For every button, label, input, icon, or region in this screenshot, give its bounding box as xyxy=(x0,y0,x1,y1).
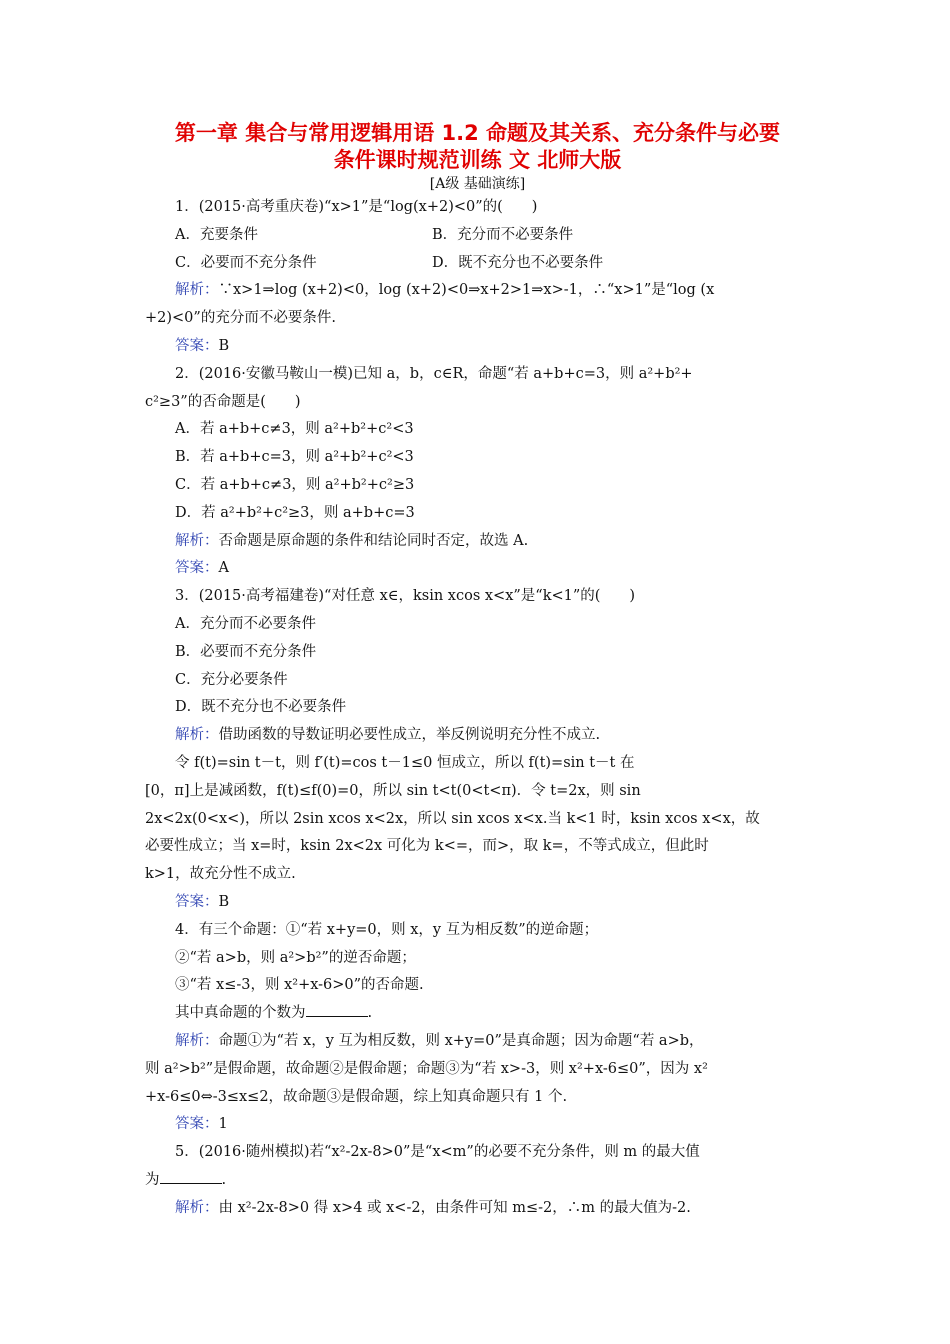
q3-proof-line4: 必要性成立；当 x=时，ksin 2x<2x 可化为 k<=，而>，取 k=，不等式成立，但此时 xyxy=(145,838,709,855)
q5-analysis-text: 由 x²-2x-8>0 得 x>4 或 x<-2，由条件可知 m≤-2，∴m 的最大值为-2. xyxy=(218,1199,691,1216)
q1-stem: 1．(2015·高考重庆卷)“x>1”是“log(x+2)<0”的( ) xyxy=(175,199,538,215)
q1-analysis-line2: +2)<0”的充分而不必要条件. xyxy=(145,310,336,327)
q5-stem-text: 为 xyxy=(145,1171,160,1188)
q1-option-a: A．充要条件 xyxy=(175,226,258,243)
q1-option-d: D．既不充分也不必要条件 xyxy=(432,254,604,271)
analysis-label: 解析： xyxy=(175,532,219,549)
q1-option-c: C．必要而不充分条件 xyxy=(175,254,317,271)
title-line-1: 第一章 集合与常用逻辑用语 1.2 命题及其关系、充分条件与必要 xyxy=(174,121,781,145)
q1-options-row2 xyxy=(145,250,810,278)
q3-analysis-text: 借助函数的导数证明必要性成立，举反例说明充分性不成立. xyxy=(218,727,601,744)
q2-option-a: A．若 a+b+c≠3，则 a²+b²+c²<3 xyxy=(175,421,414,438)
analysis-label: 解析： xyxy=(175,282,219,299)
q1-options-row1 xyxy=(145,222,810,250)
q4-analysis-line1 xyxy=(145,1028,810,1056)
q4-statement-2: ②“若 a>b，则 a²>b²”的逆否命题； xyxy=(175,949,416,966)
analysis-label: 解析： xyxy=(175,727,219,744)
q1-analysis-text: ∵x>1⇒log (x+2)<0，log (x+2)<0⇒x+2>1⇒x>-1，∴“x>1”是“log (x xyxy=(218,282,715,299)
q4-statement-3: ③“若 x≤-3，则 x²+x-6>0”的否命题. xyxy=(175,977,424,994)
q4-analysis-line2: 则 a²>b²”是假命题，故命题②是假命题；命题③为“若 x>-3，则 x²+x-6≤0”，因为 x² xyxy=(145,1060,708,1077)
q3-answer xyxy=(145,889,810,917)
q3-option-d: D．既不充分也不必要条件 xyxy=(175,699,347,716)
q2-option-c: C．若 a+b+c≠3，则 a²+b²+c²≥3 xyxy=(175,476,415,493)
q4-analysis-line3: +x-6≤0⇔-3≤x≤2，故命题③是假命题，综上知真命题只有 1 个. xyxy=(145,1088,568,1105)
q4-question-text: 其中真命题的个数为 xyxy=(175,1005,306,1022)
q2-option-b: B．若 a+b+c=3，则 a²+b²+c²<3 xyxy=(175,449,414,466)
q1-option-b: B．充分而不必要条件 xyxy=(432,226,574,243)
analysis-label: 解析： xyxy=(175,1032,219,1049)
q5-stem-line1: 5．(2016·随州模拟)若“x²-2x-8>0”是“x<m”的必要不充分条件，则 m 的最大值 xyxy=(175,1144,700,1161)
q4-answer xyxy=(145,1111,810,1139)
q3-proof-line2: [0，π]上是减函数，f(t)≤f(0)=0，所以 sin t<t(0<t<π)．令 t=2x，则 sin xyxy=(145,782,641,799)
q4-stem: 4．有三个命题：①“若 x+y=0，则 x，y 互为相反数”的逆命题； xyxy=(175,921,599,938)
q2-stem-line2: c²≥3”的否命题是( ) xyxy=(145,393,301,410)
title-line-2: 条件课时规范训练 文 北师大版 xyxy=(333,148,622,172)
answer-blank xyxy=(306,1004,368,1017)
answer-label: 答案： xyxy=(175,560,219,577)
q3-stem: 3．(2015·高考福建卷)“对任意 x∈，ksin xcos x<x”是“k<1”的( ) xyxy=(175,588,636,605)
q2-analysis-text: 否命题是原命题的条件和结论同时否定，故选 A. xyxy=(218,532,529,549)
q1-answer-value: B xyxy=(218,337,230,354)
document-title xyxy=(145,120,810,174)
q3-analysis xyxy=(145,722,810,750)
level-heading: [A级 基础演练] xyxy=(429,176,526,192)
q3-option-c: C．充分必要条件 xyxy=(175,671,288,688)
q2-analysis xyxy=(145,528,810,556)
q3-proof-line1: 令 f(t)=sin t－t，则 f′(t)=cos t－1≤0 恒成立，所以 f(t)=sin t－t 在 xyxy=(175,754,635,771)
document-page xyxy=(145,120,810,1222)
q2-option-d: D．若 a²+b²+c²≥3，则 a+b+c=3 xyxy=(175,504,415,521)
q5-stem-line2: 为 . xyxy=(145,1171,227,1188)
q1-answer xyxy=(145,333,810,361)
q3-option-b: B．必要而不充分条件 xyxy=(175,643,317,660)
q5-analysis xyxy=(145,1195,810,1223)
q3-answer-value: B xyxy=(218,893,230,910)
q2-answer xyxy=(145,555,810,583)
q2-stem-line1: 2．(2016·安徽马鞍山一模)已知 a，b，c∈R，命题“若 a+b+c=3，则 a²+b²+ xyxy=(175,365,693,382)
q3-option-a: A．充分而不必要条件 xyxy=(175,615,316,632)
q1-analysis-line1 xyxy=(145,277,810,305)
q2-answer-value: A xyxy=(218,560,229,577)
answer-label: 答案： xyxy=(175,1116,219,1133)
answer-label: 答案： xyxy=(175,337,219,354)
q4-answer-value: 1 xyxy=(218,1116,228,1133)
q4-question: 其中真命题的个数为 . xyxy=(175,1005,373,1022)
q3-proof-line5: k>1，故充分性不成立. xyxy=(145,866,296,883)
answer-blank xyxy=(160,1171,222,1184)
answer-label: 答案： xyxy=(175,893,219,910)
q4-analysis-text: 命题①为“若 x，y 互为相反数，则 x+y=0”是真命题；因为命题“若 a>b， xyxy=(218,1032,704,1049)
q3-proof-line3: 2x<2x(0<x<)，所以 2sin xcos x<2x，所以 sin xcos x<x.当 k<1 时，ksin xcos x<x，故 xyxy=(145,810,760,827)
analysis-label: 解析： xyxy=(175,1199,219,1216)
